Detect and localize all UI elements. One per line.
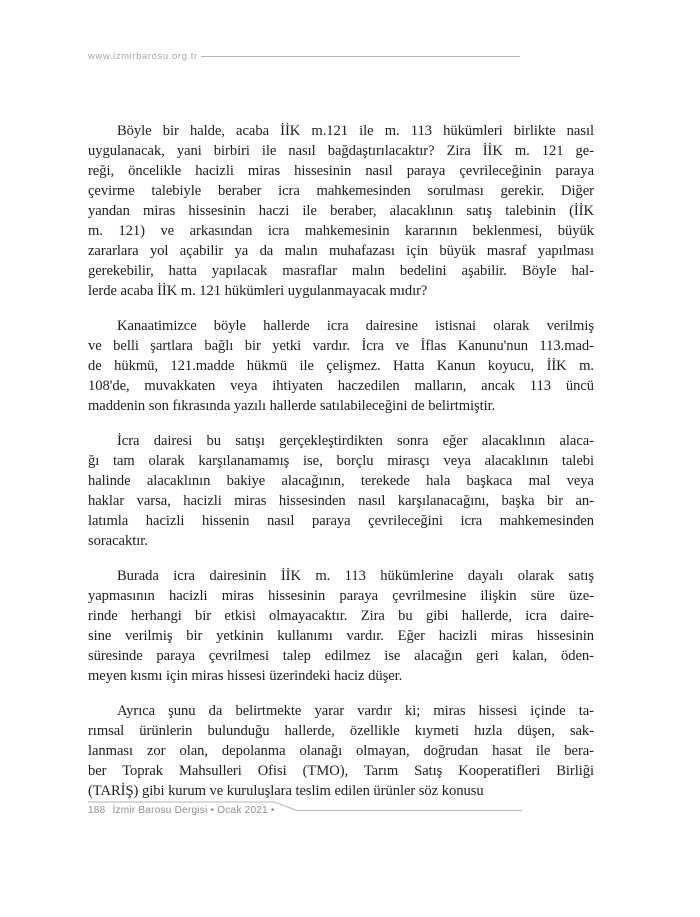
body-line: m. 121) ve arkasından icra mahkemesinin kararının beklenmesi, büyük: [88, 223, 594, 239]
body-line: de hükmü, 121.madde hükmü ile çelişmez. Hatta Kanun koyucu, İİK m.: [88, 358, 594, 374]
paragraph: [88, 701, 594, 801]
body-line: rinde herhangi bir etkisi olmayacaktır. Zira bu gibi hallerde, icra daire-: [88, 608, 594, 624]
document-body: [88, 121, 594, 816]
body-line: reği, öncelikle hacizli miras hissesinin nasıl paraya çevrileceğinin paraya: [88, 163, 594, 179]
footer-text: [88, 805, 275, 816]
body-line: zararlara yol açabilir ya da malın muhafazası için büyük masraf yapılması: [88, 243, 594, 259]
body-line: Ayrıca şunu da belirtmekte yarar vardır ki; miras hissesi içinde ta-: [117, 703, 594, 719]
body-line: ğı tam olarak karşılanamamış ise, borçlu mirasçı veya alacaklının talebi: [88, 453, 594, 469]
body-line: uygulanacak, yani birbiri ile nasıl bağdaştırılacaktır? Zira İİK m. 121 ge-: [88, 143, 594, 159]
paragraph: [88, 121, 594, 301]
body-line: lerde acaba İİK m. 121 hükümleri uygulanmayacak mıdır?: [88, 283, 428, 299]
body-line: latımla hacizli hissenin nasıl paraya çevrileceğini icra mahkemesinden: [88, 513, 594, 529]
footer-page-number: 188: [88, 805, 106, 816]
paragraph: [88, 316, 594, 416]
paragraph: [88, 431, 594, 551]
paragraph: [88, 566, 594, 686]
body-line: Burada icra dairesinin İİK m. 113 hükümlerine dayalı olarak satış: [117, 568, 594, 584]
body-line: (TARİŞ) gibi kurum ve kuruluşlara teslim edilen ürünler söz konusu: [88, 783, 484, 799]
body-line: meyen kısmı için miras hissesi üzerindeki haciz düşer.: [88, 668, 403, 684]
body-line: İcra dairesi bu satışı gerçekleştirdikten sonra eğer alacaklının alaca-: [117, 433, 594, 449]
body-line: sine verilmiş bir yetkinin kullanımı vardır. Eğer hacizli miras hissesinin: [88, 628, 594, 644]
body-line: Böyle bir halde, acaba İİK m.121 ile m. 113 hükümleri birlikte nasıl: [117, 123, 594, 139]
page-header: [88, 51, 520, 62]
body-line: haklar varsa, hacizli miras hissesinden nasıl karşılanacağını, başka bir an-: [88, 493, 594, 509]
body-line: 108'de, muvakkaten veya ihtiyaten haczedilen malların, ancak 113 üncü: [88, 378, 594, 394]
header-rule: [201, 56, 520, 57]
body-line: yapmasının hacizli miras hissesinin paraya çevrilmesine ilişkin süre üze-: [88, 588, 594, 604]
body-line: halinde alacaklının bakiye alacağının, terekede hala başkaca mal veya: [88, 473, 594, 489]
page-footer: [88, 801, 522, 823]
body-line: Kanaatimizce böyle hallerde icra dairesine istisnai olarak verilmiş: [117, 318, 594, 334]
body-line: ber Toprak Mahsulleri Ofisi (TMO), Tarım Satış Kooperatifleri Birliği: [88, 763, 594, 779]
body-line: yandan miras hissesinin haczi ile beraber, alacaklının satış talebinin (İİK: [88, 203, 594, 219]
body-line: rımsal ürünlerin bulunduğu hallerde, özellikle kıymeti hızla düşen, sak-: [88, 723, 594, 739]
footer-journal-title: İzmir Barosu Dergisi • Ocak 2021 •: [112, 805, 275, 816]
body-line: lanması zor olan, depolanma olanağı olmayan, doğrudan hasat ile bera-: [88, 743, 594, 759]
header-url: www.izmirbarosu.org.tr: [88, 51, 198, 62]
body-line: çevirme talebiyle beraber icra mahkemesinden sorulması gerekir. Diğer: [88, 183, 594, 199]
body-line: ve belli şartlara bağlı bir yetki vardır. İcra ve İflas Kanunu'nun 113.mad-: [88, 338, 594, 354]
body-line: gerekebilir, hatta yapılacak masraflar malın bedelini aşabilir. Böyle hal-: [88, 263, 594, 279]
body-line: soracaktır.: [88, 533, 148, 549]
body-line: maddenin son fıkrasında yazılı hallerde satılabileceğini de belirtmiştir.: [88, 398, 496, 414]
body-line: süresinde paraya çevrilmesi talep edilmez ise alacağın geri kalan, öden-: [88, 648, 594, 664]
